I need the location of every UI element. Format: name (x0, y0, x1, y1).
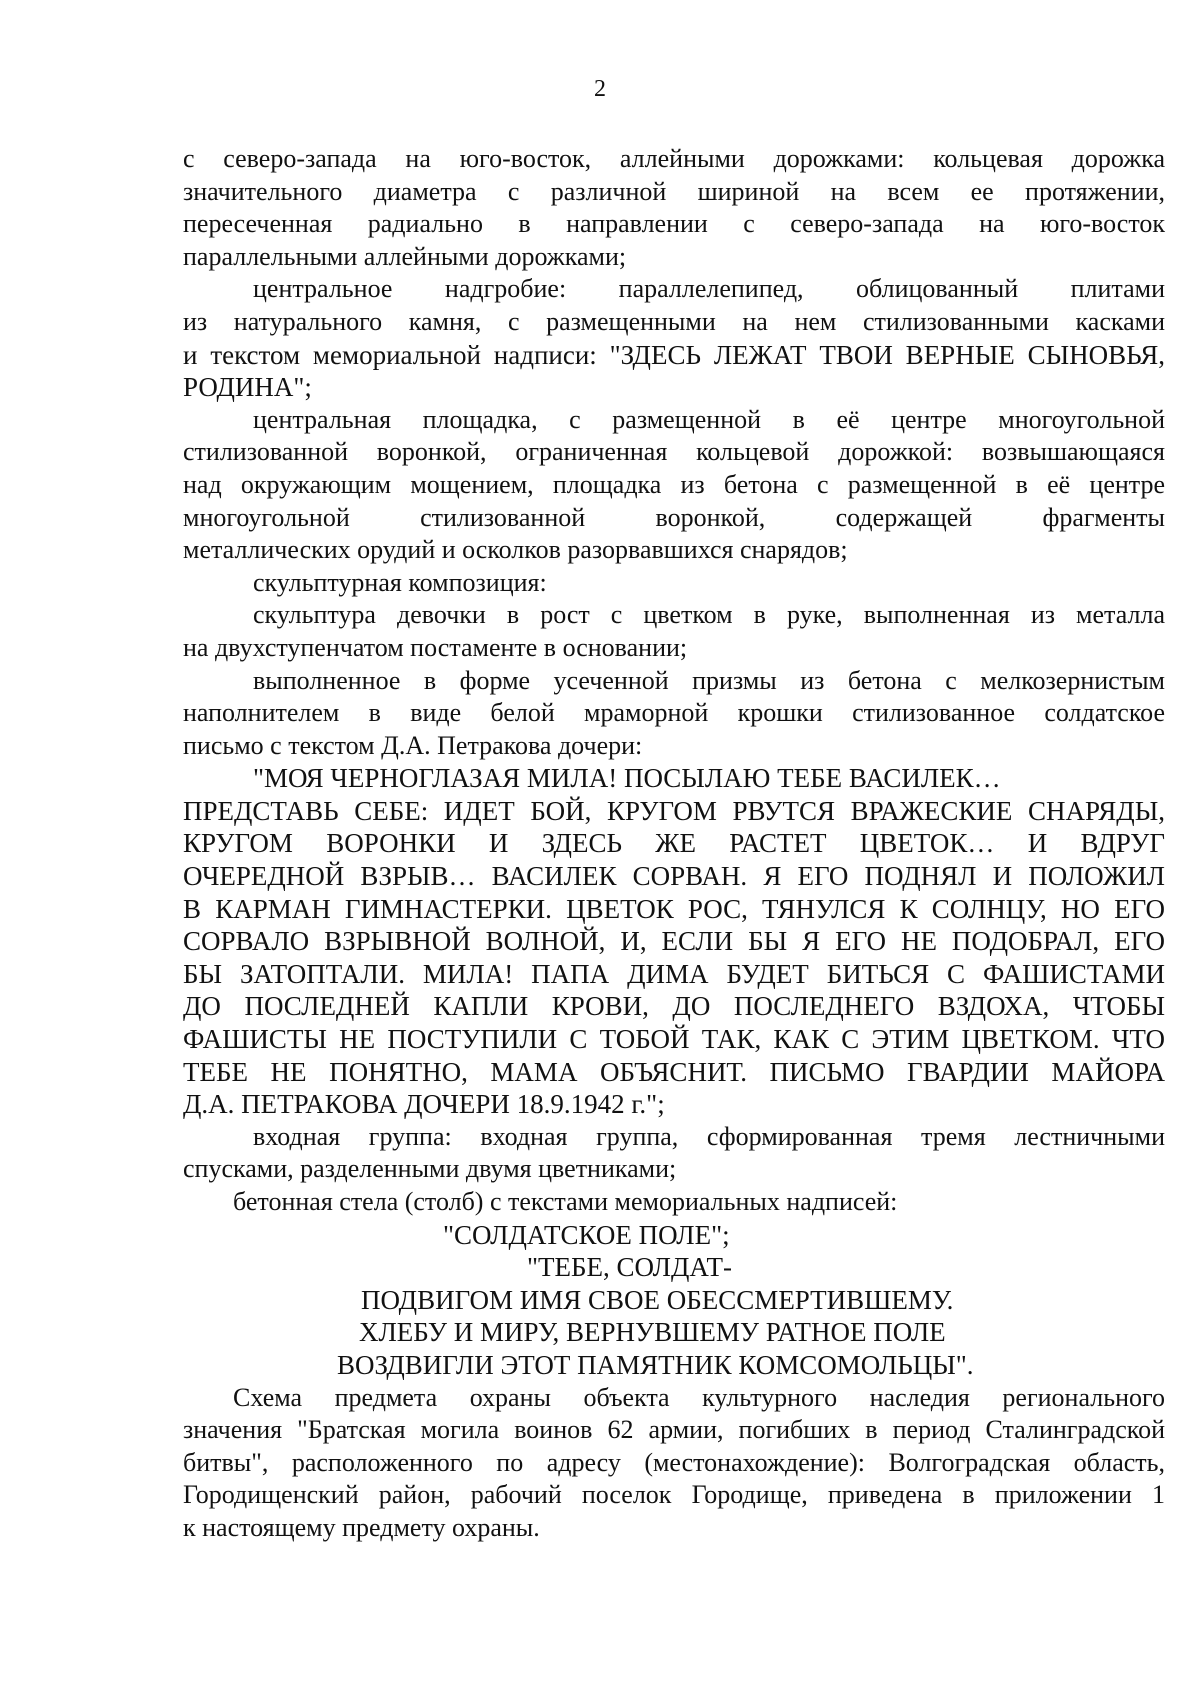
inscription-line: "СОЛДАТСКОЕ ПОЛЕ"; (443, 1219, 730, 1250)
text-line: над окружающим мощением, площадка из бетона с размещенной в её центре (183, 469, 1165, 499)
letter-line: Д.А. ПЕТРАКОВА ДОЧЕРИ 18.9.1942 г."; (183, 1089, 665, 1120)
inscription-line: ХЛЕБУ И МИРУ, ВЕРНУВШЕМУ РАТНОЕ ПОЛЕ (359, 1317, 946, 1348)
text-line: наполнителем в виде белой мраморной крошки стилизованное солдатское (183, 698, 1165, 728)
text-line: РОДИНА"; (183, 372, 312, 403)
letter-line: БЫ ЗАТОПТАЛИ. МИЛА! ПАПА ДИМА БУДЕТ БИТЬСЯ С ФАШИСТАМИ (183, 958, 1165, 989)
text-line: из натурального камня, с размещенными на нем стилизованными касками (183, 306, 1165, 336)
letter-line: ФАШИСТЫ НЕ ПОСТУПИЛИ С ТОБОЙ ТАК, КАК С ЭТИМ ЦВЕТКОМ. ЧТО (183, 1024, 1165, 1055)
text-line: скульптура девочки в рост с цветком в руке, выполненная из металла (253, 600, 1165, 630)
inscription-line: ПОДВИГОМ ИМЯ СВОЕ ОБЕССМЕРТИВШЕМУ. (361, 1284, 954, 1315)
paragraph-stele (183, 1186, 1165, 1219)
paragraph-scheme (183, 1382, 1165, 1545)
text-line: на двухступенчатом постаменте в основании; (183, 632, 688, 662)
text-line: к настоящему предмету охраны. (183, 1512, 540, 1542)
inscription-line: "ТЕБЕ, СОЛДАТ- (527, 1252, 733, 1283)
letter-line: ПРЕДСТАВЬ СЕБЕ: ИДЕТ БОЙ, КРУГОМ РВУТСЯ ВРАЖЕСКИЕ СНАРЯДЫ, (183, 795, 1165, 826)
letter-line: КРУГОМ ВОРОНКИ И ЗДЕСЬ ЖЕ РАСТЕТ ЦВЕТОК… И ВДРУГ (183, 828, 1165, 859)
letter-line: ДО ПОСЛЕДНЕЙ КАПЛИ КРОВИ, ДО ПОСЛЕДНЕГО ВЗДОХА, ЧТОБЫ (183, 991, 1165, 1022)
text-line: и текстом мемориальной надписи: "ЗДЕСЬ ЛЕЖАТ ТВОИ ВЕРНЫЕ СЫНОВЬЯ, (183, 339, 1165, 370)
text-line: битвы", расположенного по адресу (местонахождение): Волгоградская область, (183, 1447, 1165, 1477)
paragraph-entrance (183, 1121, 1165, 1186)
text-line: Схема предмета охраны объекта культурного наследия регионального (233, 1382, 1165, 1412)
text-line: письмо с текстом Д.А. Петракова дочери: (183, 730, 643, 760)
text-line: входная группа: входная группа, сформированная тремя лестничными (253, 1121, 1165, 1151)
text-line: Городищенский район, рабочий поселок Городище, приведена в приложении 1 (183, 1480, 1165, 1510)
text-line: пересеченная радиально в направлении с северо-запада на юго-восток (183, 209, 1165, 239)
letter-line: "МОЯ ЧЕРНОГЛАЗАЯ МИЛА! ПОСЫЛАЮ ТЕБЕ ВАСИЛЕК… (253, 763, 1001, 794)
text-line: параллельными аллейными дорожками; (183, 241, 627, 271)
text-line: бетонная стела (столб) с текстами мемориальных надписей: (233, 1187, 898, 1216)
text-line: центральное надгробие: параллелепипед, облицованный плитами (253, 274, 1165, 304)
paragraph-letter-intro (183, 665, 1165, 763)
paragraph-sculpture-heading (183, 567, 1165, 600)
text-line: скульптурная композиция: (253, 567, 547, 597)
text-line: многоугольной стилизованной воронкой, содержащей фрагменты (183, 502, 1165, 532)
text-line: металлических орудий и осколков разорвавшихся снарядов; (183, 535, 848, 565)
text-line: с северо-запада на юго-восток, аллейными дорожками: кольцевая дорожка (183, 144, 1165, 173)
letter-line: ОЧЕРЕДНОЙ ВЗРЫВ… ВАСИЛЕК СОРВАН. Я ЕГО ПОДНЯЛ И ПОЛОЖИЛ (183, 861, 1165, 892)
letter-text (183, 762, 1165, 1121)
paragraph-sculpture (183, 599, 1165, 664)
document-body (183, 143, 1165, 1545)
letter-line: СОРВАЛО ВЗРЫВНОЙ ВОЛНОЙ, И, ЕСЛИ БЫ Я ЕГО НЕ ПОДОБРАЛ, ЕГО (183, 926, 1165, 957)
paragraph-tombstone (183, 273, 1165, 403)
text-line: стилизованной воронкой, ограниченная кольцевой дорожкой: возвышающаяся (183, 437, 1165, 467)
paragraph-central-square (183, 404, 1165, 567)
text-line: спусками, разделенными двумя цветниками; (183, 1154, 677, 1184)
letter-line: В КАРМАН ГИМНАСТЕРКИ. ЦВЕТОК РОС, ТЯНУЛСЯ К СОЛНЦУ, НО ЕГО (183, 893, 1165, 924)
text-line: центральная площадка, с размещенной в её центре многоугольной (253, 404, 1165, 434)
text-line: выполненное в форме усеченной призмы из бетона с мелкозернистым (253, 665, 1165, 695)
stele-inscription (183, 1219, 1165, 1382)
text-line: значительного диаметра с различной шириной на всем ее протяжении, (183, 176, 1165, 206)
paragraph-paths (183, 143, 1165, 273)
inscription-line: ВОЗДВИГЛИ ЭТОТ ПАМЯТНИК КОМСОМОЛЬЦЫ". (337, 1349, 974, 1380)
text-line: значения "Братская могила воинов 62 армии, погибших в период Сталинградской (183, 1415, 1165, 1445)
letter-line: ТЕБЕ НЕ ПОНЯТНО, МАМА ОБЪЯСНИТ. ПИСЬМО ГВАРДИИ МАЙОРА (183, 1056, 1165, 1087)
page-number: 2 (594, 76, 606, 102)
